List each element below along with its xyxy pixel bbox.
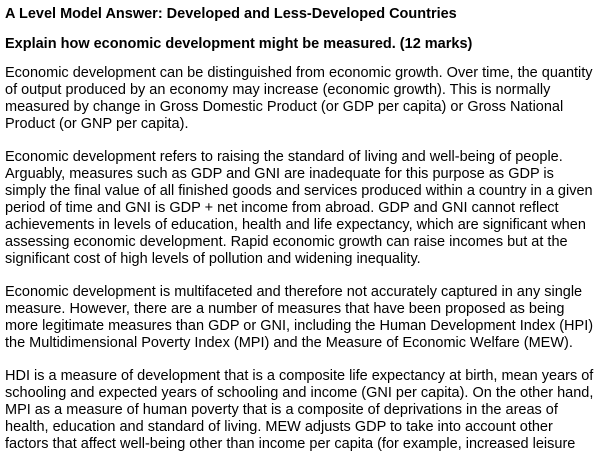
paragraph-line: MPI as a measure of human poverty that is a composite of deprivations in the areas of [5, 402, 558, 418]
paragraph-line: Economic development can be distinguished from economic growth. Over time, the quantity [5, 65, 593, 81]
paragraph-line: achievements in levels of education, health and life expectancy, which are significant when [5, 217, 586, 233]
paragraph-line: Product (or GNP per capita). [5, 116, 189, 132]
paragraph-line: the Multidimensional Poverty Index (MPI) and the Measure of Economic Welfare (MEW). [5, 335, 573, 351]
paragraph-line: schooling and expected years of schooling and income (GNI per capita). On the other hand, [5, 385, 594, 401]
paragraph-line: assessing economic development. Rapid economic growth can raise incomes but at the [5, 234, 568, 250]
paragraph-line: significant cost of high levels of pollution and widening inequality. [5, 251, 421, 267]
question-heading: Explain how economic development might be measured. (12 marks) [5, 36, 473, 52]
paragraph-line: measure. However, there are a number of measures that have been proposed as being [5, 301, 565, 317]
paragraph-line: measured by change in Gross Domestic Product (or GDP per capita) or Gross National [5, 99, 564, 115]
paragraph-line: simply the final value of all finished goods and services produced within a country in a given [5, 183, 593, 199]
paragraph-line: health, education and standard of living. MEW adjusts GDP to take into account other [5, 419, 553, 435]
paragraph-line: Economic development is multifaceted and therefore not accurately captured in any single [5, 284, 583, 300]
paragraph-line: Arguably, measures such as GDP and GNI are inadequate for this purpose as GDP is [5, 166, 554, 182]
paragraph-line: of output produced by an economy may increase (economic growth). This is normally [5, 82, 551, 98]
paragraph-line: more legitimate measures than GDP or GNI, including the Human Development Index (HPI) [5, 318, 594, 334]
paragraph-2 [5, 149, 597, 268]
paragraph-line: Economic development refers to raising the standard of living and well-being of people. [5, 149, 563, 165]
document-page [5, 5, 597, 469]
document-title: A Level Model Answer: Developed and Less-Developed Countries [5, 6, 457, 22]
paragraph-line: period of time and GNI is GDP + net income from abroad. GDP and GNI cannot reflect [5, 200, 559, 216]
paragraph-1 [5, 65, 597, 133]
paragraph-line: factors that affect well-being other than income per capita (for example, increased leisure [5, 436, 576, 452]
paragraph-line: HDI is a measure of development that is a composite life expectancy at birth, mean years of [5, 368, 594, 384]
paragraph-3 [5, 284, 597, 352]
paragraph-4 [5, 368, 597, 453]
